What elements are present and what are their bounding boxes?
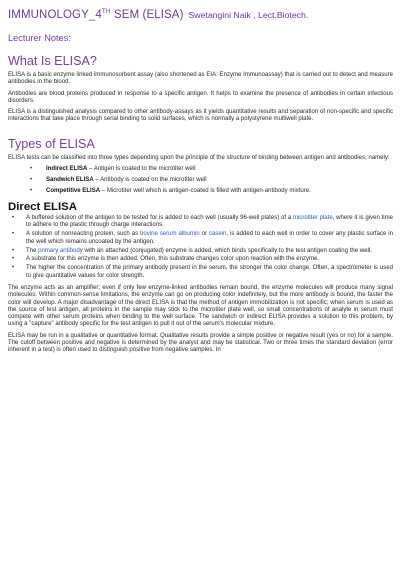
section-heading-types-of-elisa: Types of ELISA bbox=[8, 136, 95, 151]
bullet-icon: • bbox=[30, 187, 33, 194]
author-name: Swetangini Naik , Lect.Biotech. bbox=[188, 10, 309, 20]
bullet-icon: • bbox=[12, 265, 15, 272]
paragraph: ELISA may be run in a qualitative or quantitative format. Qualitative results provide a simple positive or negative result (yes or no) for a sample. The cutoff between positive and negative is determined by the analyst and may be statistical. Two or three times the standard deviation (error inherent in a test) is often used to distinguish positive from negative samples. In bbox=[8, 332, 393, 354]
paragraph: Antibodies are blood proteins produced in response to a specific antigen. It helps to examine the presence of antibodies in certain infectious disorders. bbox=[8, 90, 393, 104]
section-heading-direct-elisa: Direct ELISA bbox=[8, 201, 77, 214]
microtiter-plate-link[interactable]: microtiter plate bbox=[292, 215, 333, 222]
casein-link[interactable]: casein bbox=[208, 231, 227, 238]
term: Indirect ELISA bbox=[46, 166, 88, 173]
paragraph: ELISA is a basic enzyme linked immunosorbent assay (also shortened as EIA: Enzyme Immunoassay) that is carried out to detect and measure antibodies in the blood. bbox=[8, 72, 393, 86]
section-heading-what-is-elisa: What Is ELISA? bbox=[8, 54, 97, 68]
lecturer-notes-label: Lecturer Notes: bbox=[8, 33, 71, 43]
paragraph: ELISA is a distinguished analysis compared to other antibody-assays as it yields quantitative results and separation of non-specific and specific interactions that take place through serial binding to solid surfaces, which is normally a polystyrene multiwell plate. bbox=[8, 109, 393, 123]
primary-antibody-link[interactable]: primary antibody bbox=[38, 247, 83, 254]
bullet-icon: • bbox=[12, 247, 15, 254]
list-item: • The primary antibody with an attached (conjugated) enzyme is added, which binds specifically to the test antigen coating the well. bbox=[12, 247, 372, 254]
bullet-icon: • bbox=[12, 215, 15, 222]
list-item: • A substrate for this enzyme is then added. Often, this substrate changes color upon reaction with the enzyme. bbox=[12, 256, 320, 263]
course-title: IMMUNOLOGY_4TH SEM (ELISA) bbox=[8, 8, 184, 21]
bullet-icon: • bbox=[30, 176, 33, 183]
steps-list bbox=[8, 215, 393, 280]
list-item: • The higher the concentration of the primary antibody present in the serum, the stronger the color change. Often, a spectrometer is used to give quantitative values for color strength. bbox=[12, 265, 393, 279]
list-item: • A buffered solution of the antigen to be tested for is added to each well (usually 96-well plates) of a microtiter plate, where it is given time to adhere to the plastic through charge interactions. bbox=[12, 215, 394, 229]
bullet-icon: • bbox=[12, 256, 15, 263]
list-item: • A solution of nonreacting protein, such as bovine serum albumin or casein, is added to each well in order to cover any plastic surface in the well which remains uncoated by the antigen. bbox=[12, 231, 393, 245]
term: Competitive ELISA bbox=[46, 187, 101, 194]
document-header bbox=[8, 8, 393, 21]
list-item: • Indirect ELISA – Antigen is coated to the microtiter well bbox=[30, 166, 196, 173]
bovine-serum-albumin-link[interactable]: bovine serum albumin bbox=[140, 231, 200, 238]
bullet-icon: • bbox=[12, 231, 15, 238]
bullet-icon: • bbox=[30, 166, 33, 173]
paragraph: ELISA tests can be classified into three types depending upon the principle of the structure of binding between antigen and antibodies, namely: bbox=[8, 154, 390, 161]
paragraph: The enzyme acts as an amplifier; even if only few enzyme-linked antibodies remain bound, the enzyme molecules will produce many signal molecules. Within common-sense limitations, the enzyme can go on producing color indefinitely, but the more antibody is bound, the faster the color will develop. A major disadvantage of the direct ELISA is that the method of antigen immobilization is not specific; when serum is used as the source of test antigen, all proteins in the sample may stick to the microtiter plate well, so small concentrations of analyte in serum must compete with other serum proteins when binding to the well surface. The sandwich or indirect ELISA provides a solution to this problem, by using a "capture" antibody specific for the test antigen to pull it out of the serum's molecular mixture. bbox=[8, 284, 393, 328]
term: Sandwich ELISA bbox=[46, 176, 94, 183]
superscript: TH bbox=[101, 8, 111, 15]
list-item: • Sandwich ELISA – Antibody is coated on the microtiter well bbox=[30, 176, 207, 183]
list-item: • Competitive ELISA – Microtiter well which is antigen-coated is filled with antigen-antibody mixture. bbox=[30, 187, 311, 194]
types-list bbox=[8, 166, 393, 195]
